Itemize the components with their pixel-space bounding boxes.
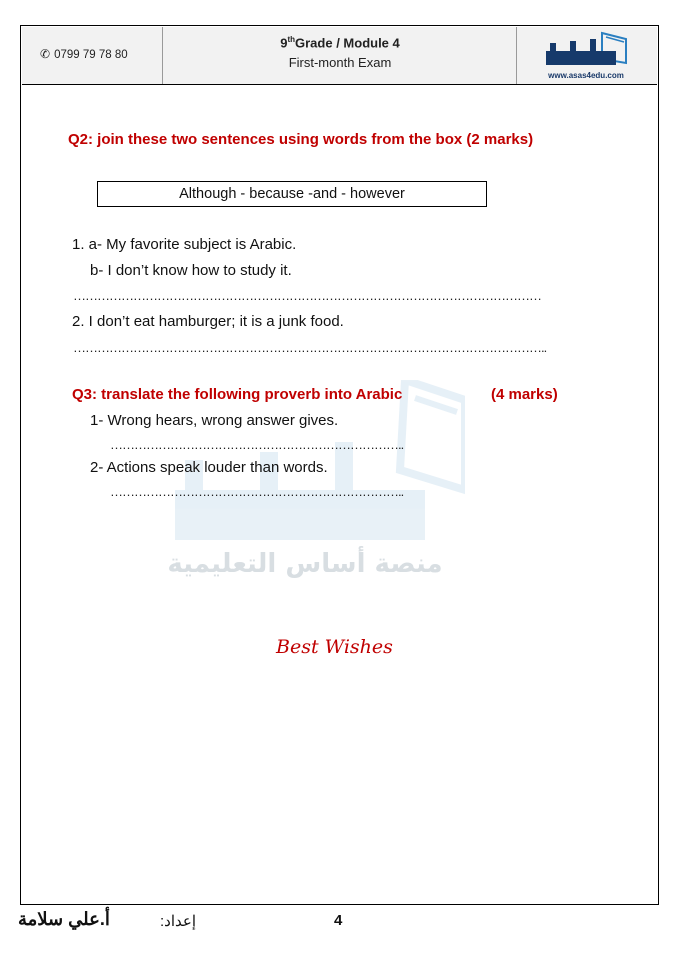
svg-text:منصة أساس التعليمية: منصة أساس التعليمية	[167, 549, 443, 579]
q2-item1-b: b- I don’t know how to study it.	[90, 262, 292, 279]
asas-watermark	[165, 380, 465, 580]
q2-item2: 2. I don’t eat hamburger; it is a junk food.	[72, 313, 344, 330]
header-divider	[516, 27, 517, 84]
q3-item1: 1- Wrong hears, wrong answer gives.	[90, 412, 339, 429]
page-number: 4	[334, 912, 343, 929]
phone-text: 0799 79 78 80	[54, 49, 128, 61]
header-divider	[162, 27, 163, 84]
q3-item2: 2- Actions speak louder than words.	[90, 459, 328, 476]
prepared-by-label: إعداد:	[160, 913, 197, 930]
answer-line-4[interactable]: ………………………………………………………………..	[110, 484, 404, 499]
q2-item1-a: 1. a- My favorite subject is Arabic.	[72, 236, 297, 253]
exam-title: First-month Exam	[288, 55, 392, 70]
answer-line-2[interactable]: ………………………………………………………………………………………………………..	[73, 340, 547, 355]
best-wishes: Best Wishes	[276, 636, 393, 658]
phone-number	[40, 47, 128, 61]
page-header	[22, 27, 657, 85]
q3-marks: (4 marks)	[491, 386, 558, 403]
answer-line-1[interactable]: ………………………………………………………………………………………………………	[73, 288, 541, 303]
word-box: Although - because -and - however	[97, 181, 487, 207]
q2-title: Q2: join these two sentences using words from the box (2 marks)	[68, 131, 534, 148]
q3-title: Q3: translate the following proverb into Arabic	[72, 386, 403, 403]
answer-line-3[interactable]: ………………………………………………………………..	[110, 437, 404, 452]
phone-icon: ✆	[40, 47, 51, 61]
grade-module-title: 9thGrade / Module 4	[280, 35, 400, 51]
logo-url: www.asas4edu.com	[548, 71, 624, 80]
asas-logo	[540, 29, 632, 77]
author-name: أ.علي سلامة	[18, 909, 110, 929]
